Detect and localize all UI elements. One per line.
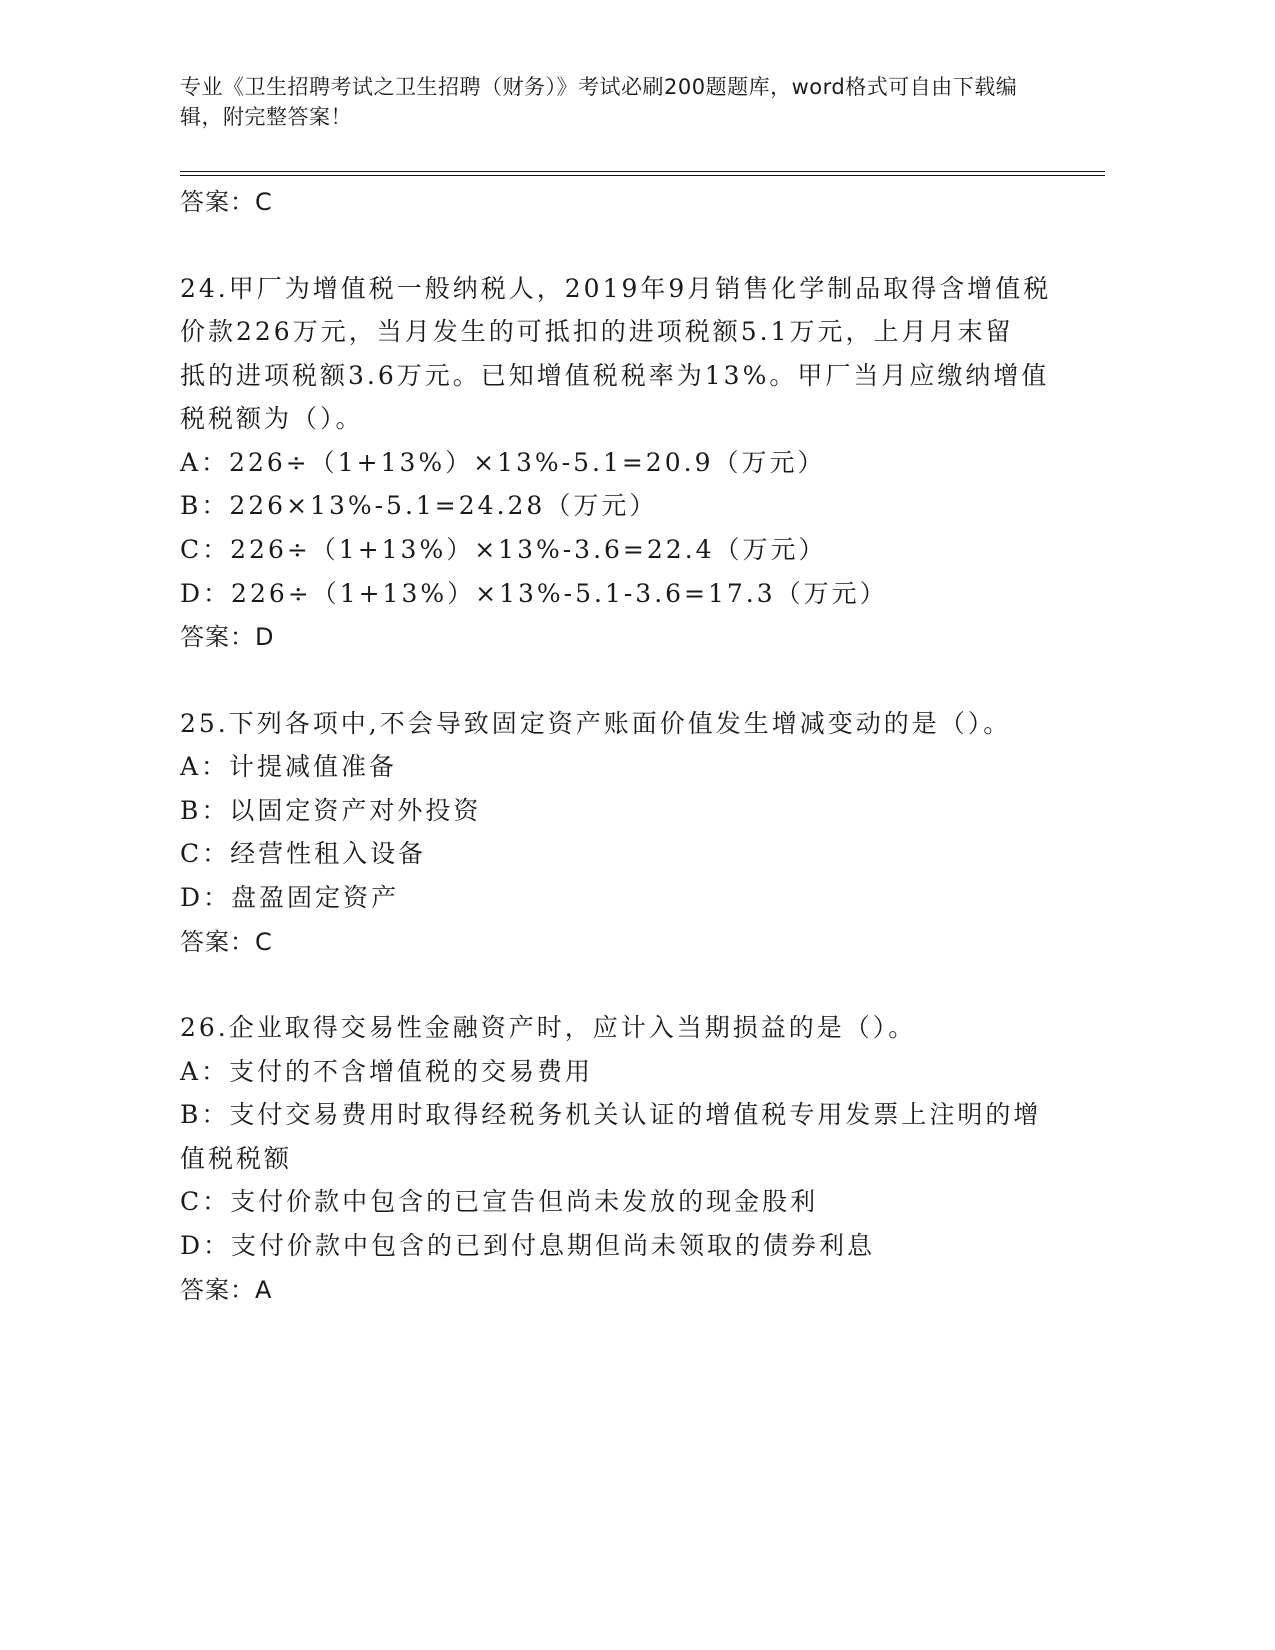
question-stem-line: 26.企业取得交易性金融资产时，应计入当期损益的是（）。 [180,1013,917,1042]
option-a: A：226÷（1+13%）×13%-5.1=20.9（万元） [180,448,826,477]
answer: 答案：A [180,1276,273,1304]
header-divider-top [180,171,1105,172]
option-c: C：支付价款中包含的已宣告但尚未发放的现金股利 [180,1187,819,1216]
option-b: B：以固定资产对外投资 [180,796,482,825]
option-b: B：支付交易费用时取得经税务机关认证的增值税专用发票上注明的增 [180,1100,1042,1129]
option-d: D：盘盈固定资产 [180,883,400,912]
option-d: D：226÷（1+13%）×13%-5.1-3.6=17.3（万元） [180,579,888,608]
document-header-title: 专业《卫生招聘考试之卫生招聘（财务）》考试必刷200题题库，word格式可自由下载编辑，附完整答案！ [180,75,1018,129]
answer: 答案：D [180,623,275,651]
option-c: C：经营性租入设备 [180,839,427,868]
header-divider-bottom [180,175,1105,176]
answer: 答案：C [180,928,273,956]
question-stem-line: 抵的进项税额3.6万元。已知增值税税率为13%。甲厂当月应缴纳增值 [180,361,1050,390]
option-a: A：支付的不含增值税的交易费用 [180,1057,594,1086]
question-stem-line: 价款226万元，当月发生的可抵扣的进项税额5.1万元，上月月末留 [180,317,1014,346]
option-d: D：支付价款中包含的已到付息期但尚未领取的债券利息 [180,1231,876,1260]
previous-answer: 答案：C [180,188,273,216]
option-c: C：226÷（1+13%）×13%-3.6=22.4（万元） [180,535,827,564]
option-b: B：226×13%-5.1=24.28（万元） [180,491,658,520]
option-a: A：计提减值准备 [180,752,398,781]
question-stem-line: 24.甲厂为增值税一般纳税人，2019年9月销售化学制品取得含增值税 [180,274,1052,303]
question-stem-line: 25.下列各项中,不会导致固定资产账面价值发生增减变动的是（）。 [180,709,1012,738]
question-stem-line: 税税额为（）。 [180,404,364,433]
option-b-continued: 值税税额 [180,1144,293,1173]
